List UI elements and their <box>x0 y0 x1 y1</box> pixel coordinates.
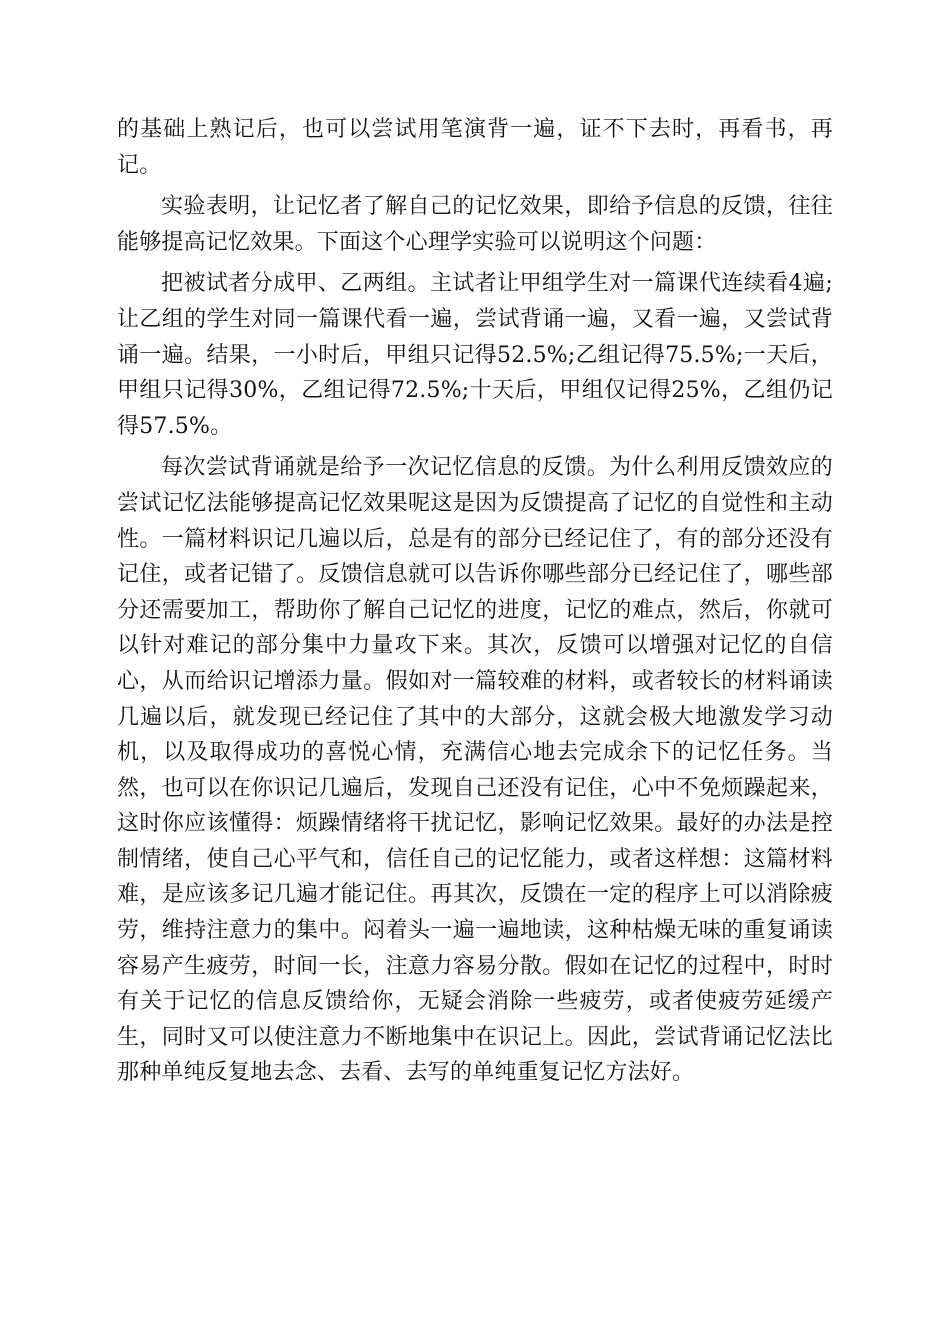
paragraph-experiment-results: 把被试者分成甲、乙两组。主试者让甲组学生对一篇课代连续看4遍;让乙组的学生对同一篇课代看一遍，尝试背诵一遍，又看一遍，又尝试背诵一遍。结果，一小时后，甲组只记得52.5%;乙组记得75.5%;一天后，甲组只记得30%，乙组记得72.5%;十天后，甲组仅记得25%，乙组仍记得57.5%。 <box>117 271 833 439</box>
paragraph-continuation: 的基础上熟记后，也可以尝试用笔演背一遍，证不下去时，再看书，再记。 <box>117 117 833 178</box>
paragraph-experiment-intro: 实验表明，让记忆者了解自己的记忆效果，即给予信息的反馈，往往能够提高记忆效果。下面这个心理学实验可以说明这个问题： <box>117 194 833 255</box>
paragraph-feedback-explanation: 每次尝试背诵就是给予一次记忆信息的反馈。为什么利用反馈效应的尝试记忆法能够提高记忆效果呢这是因为反馈提高了记忆的自觉性和主动性。一篇材料识记几遍以后，总是有的部分已经记住了，有的部分还没有记住，或者记错了。反馈信息就可以告诉你哪些部分已经记住了，哪些部分还需要加工，帮助你了解自己记忆的进度，记忆的难点，然后，你就可以针对难记的部分集中力量攻下来。其次，反馈可以增强对记忆的自信心，从而给识记增添力量。假如对一篇较难的材料，或者较长的材料诵读几遍以后，就发现已经记住了其中的大部分，这就会极大地激发学习动机，以及取得成功的喜悦心情，充满信心地去完成余下的记忆任务。当然，也可以在你识记几遍后，发现自己还没有记住，心中不免烦躁起来，这时你应该懂得：烦躁情绪将干扰记忆，影响记忆效果。最好的办法是控制情绪，使自己心平气和，信任自己的记忆能力，或者这样想：这篇材料难，是应该多记几遍才能记住。再其次，反馈在一定的程序上可以消除疲劳，维持注意力的集中。闷着头一遍一遍地读，这种枯燥无味的重复诵读容易产生疲劳，时间一长，注意力容易分散。假如在记忆的过程中，时时有关于记忆的信息反馈给你，无疑会消除一些疲劳，或者使疲劳延缓产生，同时又可以使注意力不断地集中在识记上。因此，尝试背诵记忆法比那种单纯反复地去念、去看、去写的单纯重复记忆方法好。 <box>117 455 833 1086</box>
document-body <box>117 112 833 1097</box>
